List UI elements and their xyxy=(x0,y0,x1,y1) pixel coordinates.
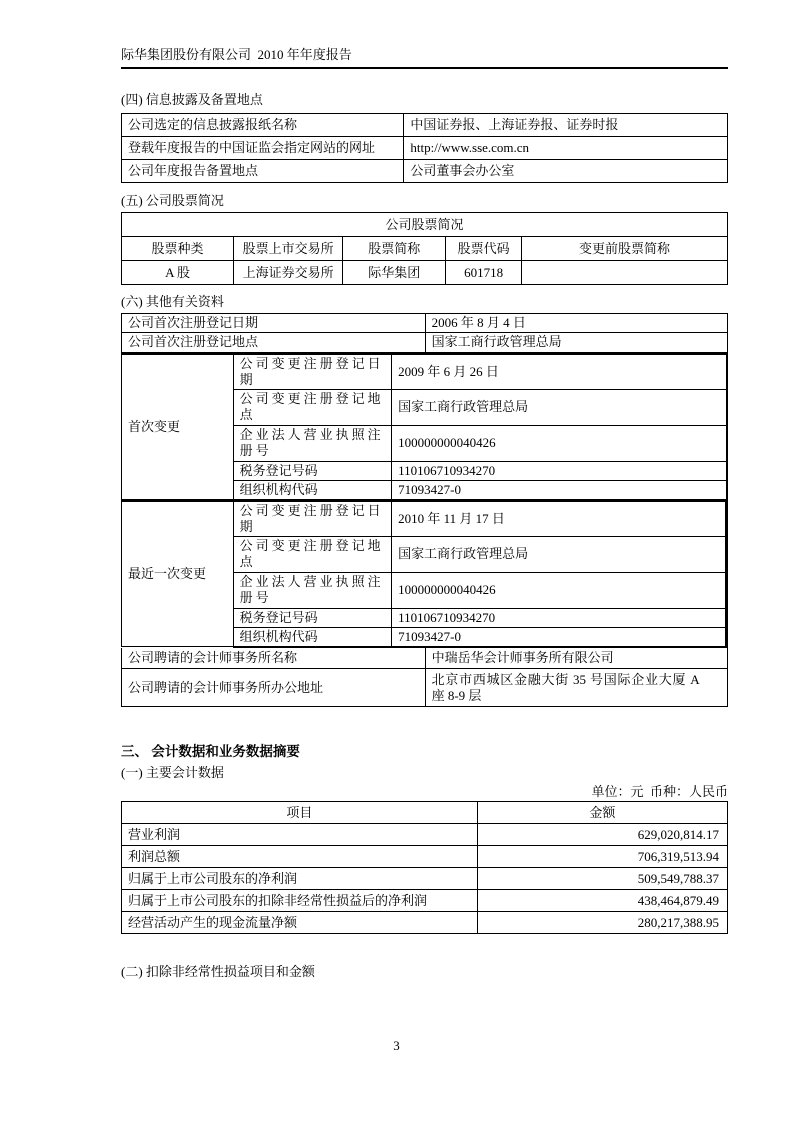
field-label: 公司变更注册登记日期 xyxy=(233,500,392,536)
unit-currency-note: 单位：元 币种：人民币 xyxy=(591,784,728,799)
row-value: 国家工商行政管理总局 xyxy=(425,333,727,352)
item-amount: 509,549,788.37 xyxy=(477,868,727,890)
item-label: 利润总额 xyxy=(122,846,478,868)
field-label: 税务登记号码 xyxy=(233,608,392,627)
table-header-row xyxy=(122,237,728,261)
item-label: 营业利润 xyxy=(122,824,478,846)
column-header-amount: 金额 xyxy=(477,802,727,824)
row-label: 登载年度报告的中国证监会指定网站的网址 xyxy=(122,137,404,160)
column-header: 股票代码 xyxy=(446,237,522,261)
section-heading-non-recurring: (二) 扣除非经常性损益项目和金额 xyxy=(121,964,315,979)
row-value: http://www.sse.com.cn xyxy=(404,137,728,160)
item-amount: 706,319,513.94 xyxy=(477,846,727,868)
change-records-table xyxy=(121,352,728,648)
table-row xyxy=(122,261,728,285)
table-header-row xyxy=(122,802,728,824)
table-row xyxy=(122,333,728,352)
table-title-row xyxy=(122,213,728,237)
change-group-label: 最近一次变更 xyxy=(122,500,234,647)
table-row xyxy=(122,137,728,160)
section-heading-disclosure: (四) 信息披露及备置地点 xyxy=(121,92,263,107)
field-value: 2010 年 11 月 17 日 xyxy=(392,500,727,536)
header-title: 际华集团股份有限公司 2010 年年度报告 xyxy=(121,47,352,62)
row-label: 公司聘请的会计师事务所名称 xyxy=(122,648,426,669)
page-content xyxy=(121,0,728,980)
section-heading-other-info: (六) 其他有关资料 xyxy=(121,294,224,309)
table-row xyxy=(122,160,728,183)
column-header: 股票上市交易所 xyxy=(234,237,343,261)
item-label: 归属于上市公司股东的净利润 xyxy=(122,868,478,890)
row-label: 公司选定的信息披露报纸名称 xyxy=(122,114,404,137)
change-group-label: 首次变更 xyxy=(122,353,234,500)
registration-table-top xyxy=(121,313,728,352)
row-value: 2006 年 8 月 4 日 xyxy=(425,314,727,333)
pre-change-name xyxy=(521,261,727,285)
row-value: 中国证券报、上海证券报、证券时报 xyxy=(404,114,728,137)
field-value: 2009 年 6 月 26 日 xyxy=(392,353,727,389)
table-row xyxy=(122,114,728,137)
table-row xyxy=(122,868,728,890)
column-header: 股票简称 xyxy=(343,237,446,261)
field-value: 110106710934270 xyxy=(392,608,727,627)
header-rule xyxy=(121,47,728,69)
field-value: 100000000040426 xyxy=(392,572,727,608)
row-value: 公司董事会办公室 xyxy=(404,160,728,183)
item-amount: 438,464,879.49 xyxy=(477,890,727,912)
field-label: 组织机构代码 xyxy=(233,480,392,500)
field-value: 71093427-0 xyxy=(392,480,727,500)
field-label: 公司变更注册登记地点 xyxy=(233,536,392,572)
section-heading-accounting-summary: 三、 会计数据和业务数据摘要 xyxy=(121,744,300,759)
field-label: 税务登记号码 xyxy=(233,461,392,480)
column-header: 股票种类 xyxy=(122,237,234,261)
table-row xyxy=(122,912,728,934)
table-row xyxy=(122,824,728,846)
table-row xyxy=(122,846,728,868)
field-value: 国家工商行政管理总局 xyxy=(392,536,727,572)
column-header-item: 项目 xyxy=(122,802,478,824)
stock-type: A 股 xyxy=(122,261,234,285)
stock-table-title: 公司股票简况 xyxy=(122,213,728,237)
stock-exchange: 上海证券交易所 xyxy=(234,261,343,285)
row-label: 公司年度报告备置地点 xyxy=(122,160,404,183)
table-row xyxy=(122,890,728,912)
field-value: 71093427-0 xyxy=(392,627,727,647)
auditor-table xyxy=(121,648,728,708)
column-header: 变更前股票简称 xyxy=(521,237,727,261)
table-row xyxy=(122,648,728,669)
table-row xyxy=(122,669,728,707)
field-label: 企业法人营业执照注册号 xyxy=(233,425,392,461)
field-label: 企业法人营业执照注册号 xyxy=(233,572,392,608)
stock-short-name: 际华集团 xyxy=(343,261,446,285)
running-header xyxy=(121,0,728,69)
subsection-heading-main-data: (一) 主要会计数据 xyxy=(121,765,224,780)
accounting-data-table xyxy=(121,801,728,934)
section-heading-stock: (五) 公司股票简况 xyxy=(121,193,224,208)
field-value: 国家工商行政管理总局 xyxy=(392,389,727,425)
field-value: 100000000040426 xyxy=(392,425,727,461)
disclosure-table xyxy=(121,113,728,183)
row-label: 公司聘请的会计师事务所办公地址 xyxy=(122,669,426,707)
item-amount: 629,020,814.17 xyxy=(477,824,727,846)
stock-table xyxy=(121,212,728,285)
row-label: 公司首次注册登记地点 xyxy=(122,333,426,352)
stock-code: 601718 xyxy=(446,261,522,285)
field-value: 110106710934270 xyxy=(392,461,727,480)
table-row xyxy=(122,314,728,333)
item-amount: 280,217,388.95 xyxy=(477,912,727,934)
auditor-name: 中瑞岳华会计师事务所有限公司 xyxy=(425,648,727,669)
field-label: 组织机构代码 xyxy=(233,627,392,647)
table-row xyxy=(122,500,727,536)
field-label: 公司变更注册登记日期 xyxy=(233,353,392,389)
table-row xyxy=(122,353,727,389)
row-label: 公司首次注册登记日期 xyxy=(122,314,426,333)
item-label: 归属于上市公司股东的扣除非经常性损益后的净利润 xyxy=(122,890,478,912)
field-label: 公司变更注册登记地点 xyxy=(233,389,392,425)
page-number: 3 xyxy=(393,1038,400,1053)
auditor-address: 北京市西城区金融大街 35 号国际企业大厦 A 座 8-9 层 xyxy=(425,669,727,707)
item-label: 经营活动产生的现金流量净额 xyxy=(122,912,478,934)
